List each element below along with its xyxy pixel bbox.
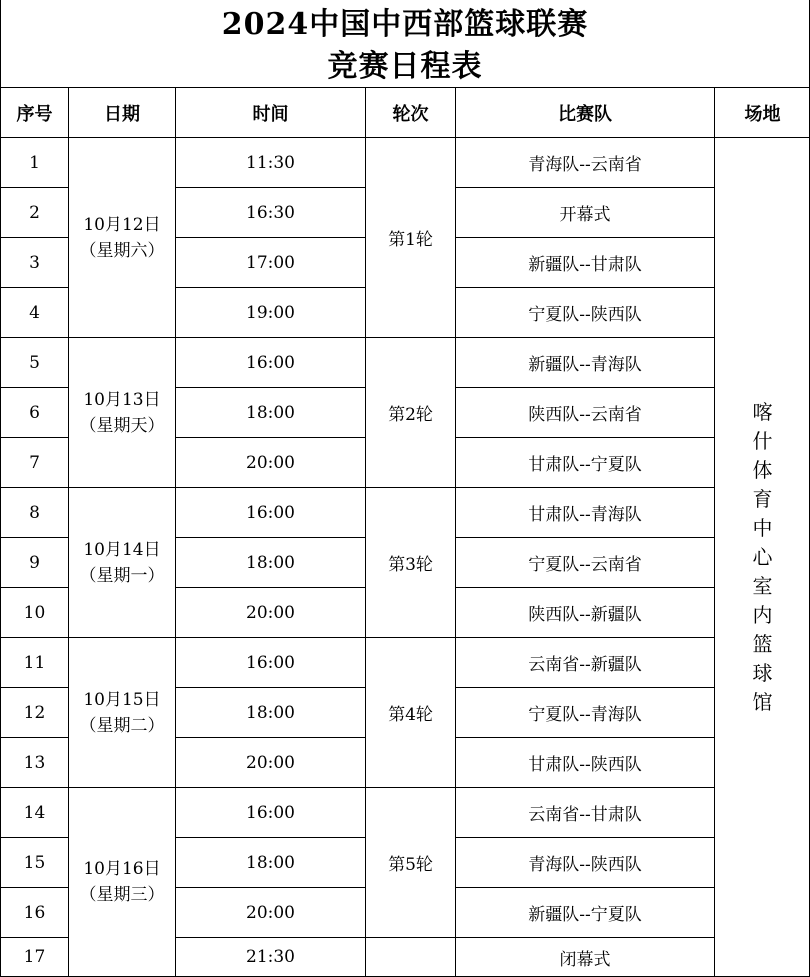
row-no: 3 bbox=[1, 238, 69, 288]
header-row bbox=[1, 88, 810, 138]
date-cell bbox=[69, 488, 176, 638]
row-time: 20:00 bbox=[176, 438, 366, 488]
round-cell: 第2轮 bbox=[366, 338, 456, 488]
row-time: 17:00 bbox=[176, 238, 366, 288]
round-cell: 第3轮 bbox=[366, 488, 456, 638]
date-text: 10月14日 bbox=[83, 539, 161, 560]
date-text: 10月16日 bbox=[83, 859, 161, 879]
row-time: 20:00 bbox=[176, 588, 366, 638]
header-time: 时间 bbox=[176, 88, 366, 138]
weekday-text: （星期三） bbox=[79, 885, 165, 905]
header-no: 序号 bbox=[1, 88, 69, 138]
row-match: 云南省--甘肃队 bbox=[456, 788, 715, 838]
schedule-table bbox=[0, 87, 810, 977]
row-no: 17 bbox=[1, 938, 69, 977]
table-row bbox=[1, 338, 810, 388]
row-time: 16:00 bbox=[176, 638, 366, 688]
header-venue: 场地 bbox=[715, 88, 810, 138]
row-match: 宁夏队--陕西队 bbox=[456, 288, 715, 338]
row-match: 宁夏队--青海队 bbox=[456, 688, 715, 738]
row-match: 新疆队--宁夏队 bbox=[456, 888, 715, 938]
row-time: 18:00 bbox=[176, 838, 366, 888]
date-text: 10月13日 bbox=[83, 389, 161, 410]
table-row bbox=[1, 138, 810, 188]
round-cell: 第5轮 bbox=[366, 788, 456, 938]
date-cell bbox=[69, 338, 176, 488]
row-time: 20:00 bbox=[176, 738, 366, 788]
row-no: 6 bbox=[1, 388, 69, 438]
round-cell: 第1轮 bbox=[366, 138, 456, 338]
venue-cell bbox=[715, 138, 810, 977]
weekday-text: （星期二） bbox=[79, 715, 165, 736]
row-time: 20:00 bbox=[176, 888, 366, 938]
header-match: 比赛队 bbox=[456, 88, 715, 138]
page-subtitle: 竞赛日程表 bbox=[327, 49, 483, 84]
header-round: 轮次 bbox=[366, 88, 456, 138]
table-row bbox=[1, 638, 810, 688]
round-cell: 第4轮 bbox=[366, 638, 456, 788]
row-match: 陕西队--云南省 bbox=[456, 388, 715, 438]
venue-text: 喀什体育中心室内篮球馆 bbox=[752, 399, 773, 714]
date-cell bbox=[69, 788, 176, 977]
row-time: 18:00 bbox=[176, 538, 366, 588]
row-time: 21:30 bbox=[176, 938, 366, 977]
row-no: 2 bbox=[1, 188, 69, 238]
row-no: 8 bbox=[1, 488, 69, 538]
row-no: 10 bbox=[1, 588, 69, 638]
row-no: 9 bbox=[1, 538, 69, 588]
row-match: 宁夏队--云南省 bbox=[456, 538, 715, 588]
row-time: 18:00 bbox=[176, 688, 366, 738]
row-time: 16:00 bbox=[176, 488, 366, 538]
weekday-text: （星期一） bbox=[79, 565, 165, 586]
row-time: 18:00 bbox=[176, 388, 366, 438]
row-match: 云南省--新疆队 bbox=[456, 638, 715, 688]
date-cell bbox=[69, 638, 176, 788]
row-time: 16:00 bbox=[176, 788, 366, 838]
row-match: 甘肃队--宁夏队 bbox=[456, 438, 715, 488]
row-time: 16:00 bbox=[176, 338, 366, 388]
row-time: 19:00 bbox=[176, 288, 366, 338]
page-title: 2024中国中西部篮球联赛 bbox=[221, 7, 589, 42]
row-match: 甘肃队--青海队 bbox=[456, 488, 715, 538]
row-match: 青海队--陕西队 bbox=[456, 838, 715, 888]
row-match: 新疆队--青海队 bbox=[456, 338, 715, 388]
row-match: 闭幕式 bbox=[456, 938, 715, 977]
date-text: 10月12日 bbox=[83, 214, 161, 235]
row-time: 11:30 bbox=[176, 138, 366, 188]
date-text: 10月15日 bbox=[83, 689, 161, 710]
row-no: 12 bbox=[1, 688, 69, 738]
row-match: 甘肃队--陕西队 bbox=[456, 738, 715, 788]
row-no: 1 bbox=[1, 138, 69, 188]
round-cell-empty bbox=[366, 938, 456, 977]
row-no: 11 bbox=[1, 638, 69, 688]
row-no: 4 bbox=[1, 288, 69, 338]
row-match: 青海队--云南省 bbox=[456, 138, 715, 188]
row-no: 5 bbox=[1, 338, 69, 388]
row-no: 13 bbox=[1, 738, 69, 788]
row-no: 7 bbox=[1, 438, 69, 488]
date-cell bbox=[69, 138, 176, 338]
row-no: 16 bbox=[1, 888, 69, 938]
row-no: 14 bbox=[1, 788, 69, 838]
row-match: 开幕式 bbox=[456, 188, 715, 238]
row-no: 15 bbox=[1, 838, 69, 888]
weekday-text: （星期六） bbox=[79, 240, 165, 261]
weekday-text: （星期天） bbox=[79, 415, 165, 436]
header-date: 日期 bbox=[69, 88, 176, 138]
table-row bbox=[1, 788, 810, 838]
row-time: 16:30 bbox=[176, 188, 366, 238]
row-match: 新疆队--甘肃队 bbox=[456, 238, 715, 288]
table-row bbox=[1, 488, 810, 538]
row-match: 陕西队--新疆队 bbox=[456, 588, 715, 638]
